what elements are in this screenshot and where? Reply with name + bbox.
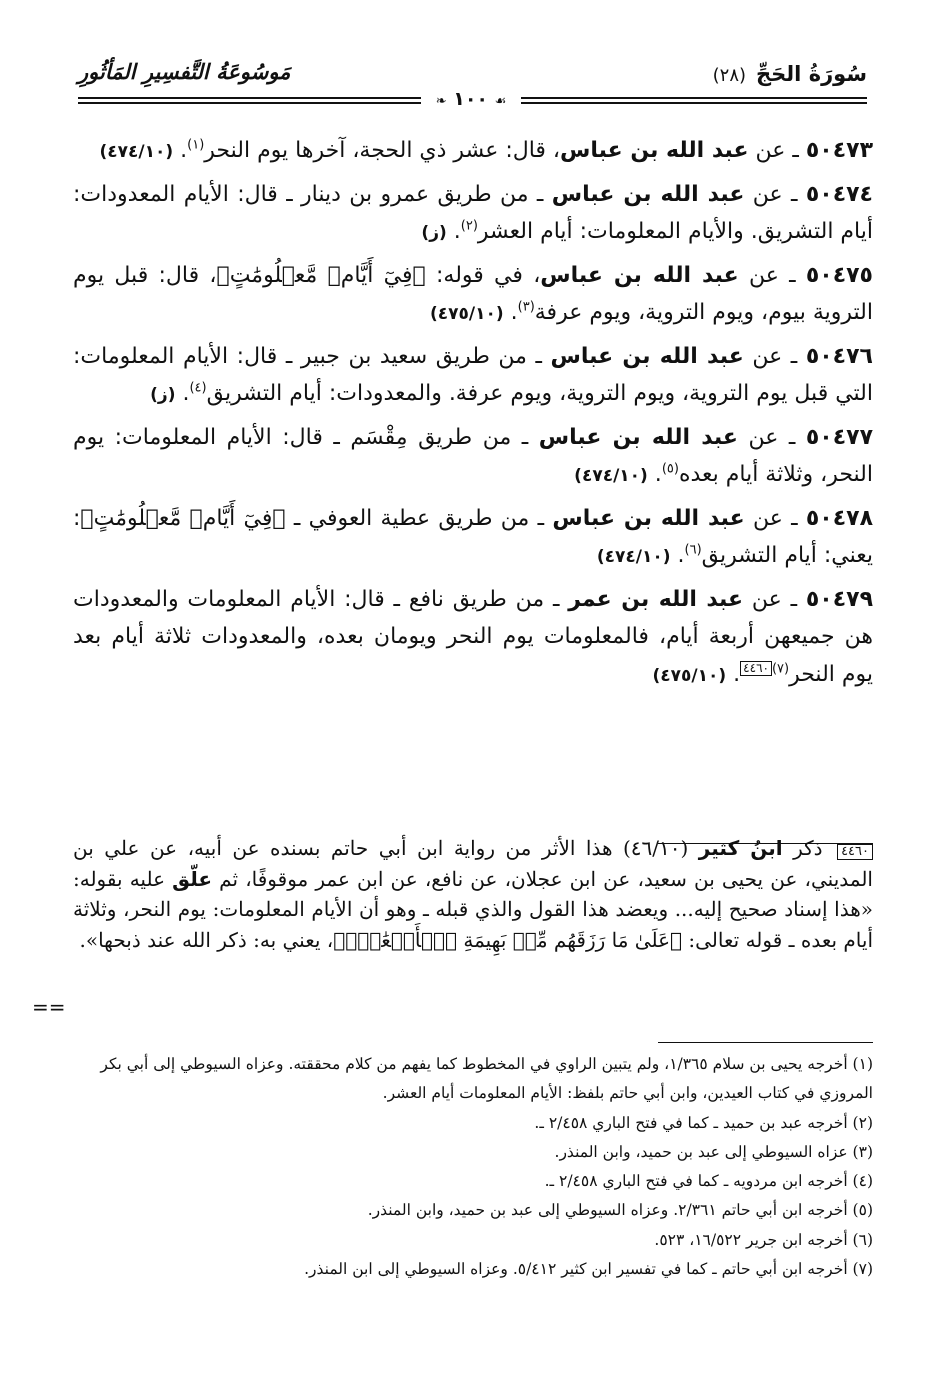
running-header-book-title: مَوسُوعَةُ التَّفسِيرِ المَأثُورِ [78,60,291,84]
entry-suffix: . [726,661,741,687]
page-number: ١٠٠ [453,88,489,110]
entry-number: ٥٠٤٧٥ [805,262,873,288]
commentary-scholar-name: ابنُ كثير [698,836,783,860]
commentary-ref-box[interactable]: ٤٤٦٠ [740,661,772,676]
entry-text: ، قال: عشر ذي الحجة، آخرها يوم النحر [204,138,561,163]
narration-entry [73,257,873,334]
narrator-name: عبد الله بن عباس [560,138,749,163]
entry-prefix: ـ عن [743,586,806,612]
footnote-ref[interactable]: (٧) [771,661,790,677]
volume-citation: (٤٧٤/١٠) [574,466,648,486]
entry-text: ـ من طريق مِقْسَم ـ قال: الأيام المعلومات: يوم النحر، وثلاثة أيام بعده [73,424,873,487]
narration-entry [73,338,873,415]
surah-title: سُورَةُ الحَجِّ [756,62,867,86]
entry-number: ٥٠٤٧٦ [805,343,873,369]
narrator-name: عبد الله بن عمر [568,586,744,612]
entry-number: ٥٠٤٧٧ [805,424,873,450]
footnotes [73,1050,873,1284]
entry-text: ـ من طريق عطية العوفي ـ ﴿فِيٓ أَيَّامٖ مَّعۡلُومَٰتٍ﴾: يعني: أيام التشريق [73,505,873,568]
narrator-name: عبد الله بن عباس [538,424,738,450]
commentary-text-2: عليه بقوله: «هذا إسناد صحيح إليه... ويعضد هذا القول والذي قبله ـ وهو أن الأيام المعلومات: يوم النحر، وثلاثة أيام بعده ـ قوله تعالى: ﴿عَلَىٰ مَا رَزَقَهُم مِّنۢ بَهِيمَةِ ٱلۡأَنۡعَٰمِۖ﴾، يعني به: ذكر الله عند ذبحها». [73,866,873,952]
volume-citation: (ز) [421,223,447,243]
footnotes-separator [658,1042,873,1043]
running-header-surah [713,62,867,86]
entry-prefix: ـ عن [737,424,806,450]
entry-suffix: . [173,138,188,163]
volume-citation: (٤٧٥/١٠) [429,304,504,324]
entry-number: ٥٠٤٧٨ [805,505,873,531]
ornament-left-icon: ❧ [435,94,447,109]
narrator-name: عبد الله بن عباس [551,181,745,207]
entry-suffix: . [647,462,662,487]
volume-citation: (٤٧٤/١٠) [596,547,671,567]
entry-suffix: . [503,300,518,325]
narration-list [73,132,873,699]
footnote-ref[interactable]: (٣) [517,299,535,315]
narration-entry [73,132,873,172]
entry-suffix: . [175,381,190,406]
footnote: (١) أخرجه يحيى بن سلام ١/٣٦٥، ولم يتبين الراوي في المخطوط كما يفهم من كلام محققته. وعزاه السيوطي إلى أبي بكر المروزي في كتاب العيدين، وابن أبي حاتم بلفظ: الأيام المعلومات أيام العشر. [100,1055,873,1103]
entry-prefix: ـ عن [738,262,806,288]
entry-text: ـ من طريق سعيد بن جبير ـ قال: الأيام المعلومات: التي قبل يوم التروية، ويوم التروية، ويوم عرفة. والمعدودات: أيام التشريق [73,343,873,406]
narration-entry [73,176,873,253]
volume-citation: (ز) [150,385,176,405]
volume-citation: (٤٧٤/١٠) [99,142,174,162]
volume-citation: (٤٧٥/١٠) [652,665,727,686]
continuation-mark: == [32,995,66,1019]
entry-prefix: ـ عن [744,181,806,207]
entry-suffix: . [446,219,461,244]
surah-page-ref: (٢٨) [712,65,747,86]
entry-number: ٥٠٤٧٣ [805,138,873,163]
commentary-bold-word: علّق [172,866,213,891]
footnote: (٥) أخرجه ابن أبي حاتم ٢/٣٦١. وعزاه السيوطي إلى عبد بن حميد، وابن المنذر. [367,1201,873,1220]
commentary-text-1: (٤٦/١٠) هذا الأثر من رواية ابن أبي حاتم بسنده عن أبيه، عن علي بن المديني، عن يحيى بن سعيد، عن ابن عجلان، عن نافع، عن ابن عمر موقوفًا، ثم [73,836,873,891]
entry-prefix: ـ عن [748,138,806,163]
narration-entry [73,419,873,496]
narrator-name: عبد الله بن عباس [552,505,745,531]
entry-prefix: ـ عن [744,505,806,531]
footnote: (٣) عزاه السيوطي إلى عبد بن حميد، وابن المنذر. [554,1142,873,1161]
footnote: (٤) أخرجه ابن مردويه ـ كما في فتح الباري ٢/٤٥٨ ـ. [544,1172,873,1191]
commentary-number-box: ٤٤٦٠ [837,844,873,860]
commentary-intro: ذكر [782,836,834,860]
narration-entry [73,500,873,577]
entry-number: ٥٠٤٧٤ [805,181,873,207]
footnote-ref[interactable]: (٦) [684,542,702,558]
footnote-ref[interactable]: (٤) [189,380,207,396]
footnote-ref[interactable]: (٢) [460,218,478,234]
commentary-block [73,833,873,955]
footnote-ref[interactable]: (١) [187,137,205,153]
footnote: (٧) أخرجه ابن أبي حاتم ـ كما في تفسير ابن كثير ٥/٤١٢. وعزاه السيوطي إلى ابن المنذر. [304,1260,873,1279]
ornament-right-icon: ☙ [494,94,507,109]
entry-number: ٥٠٤٧٩ [805,586,873,612]
footnote: (٦) أخرجه ابن جرير ١٦/٥٢٢، ٥٢٣. [654,1230,873,1249]
page-number-ornament [421,88,521,112]
entry-prefix: ـ عن [743,343,806,369]
footnote: (٢) أخرجه عبد بن حميد ـ كما في فتح الباري ٢/٤٥٨ ـ. [534,1113,873,1132]
entry-text: ، في قوله: ﴿فِيٓ أَيَّامٖ مَّعۡلُومَٰتٍ﴾، قال: قبل يوم التروية بيوم، ويوم التروية، ويوم عرفة [73,262,873,325]
entry-text: ـ من طريق نافع ـ قال: الأيام المعلومات والمعدودات هن جميعهن أربعة أيام، فالمعلومات يوم النحر ويومان بعده، والمعدودات ثلاثة أيام بعد يوم النحر [73,586,873,687]
narrator-name: عبد الله بن عباس [550,343,744,369]
narration-entry [73,581,873,696]
narrator-name: عبد الله بن عباس [540,262,739,288]
entry-text: ـ من طريق عمرو بن دينار ـ قال: الأيام المعدودات: أيام التشريق. والأيام المعلومات: أيام العشر [73,181,873,244]
entry-suffix: . [670,543,685,568]
footnote-ref[interactable]: (٥) [661,461,679,477]
